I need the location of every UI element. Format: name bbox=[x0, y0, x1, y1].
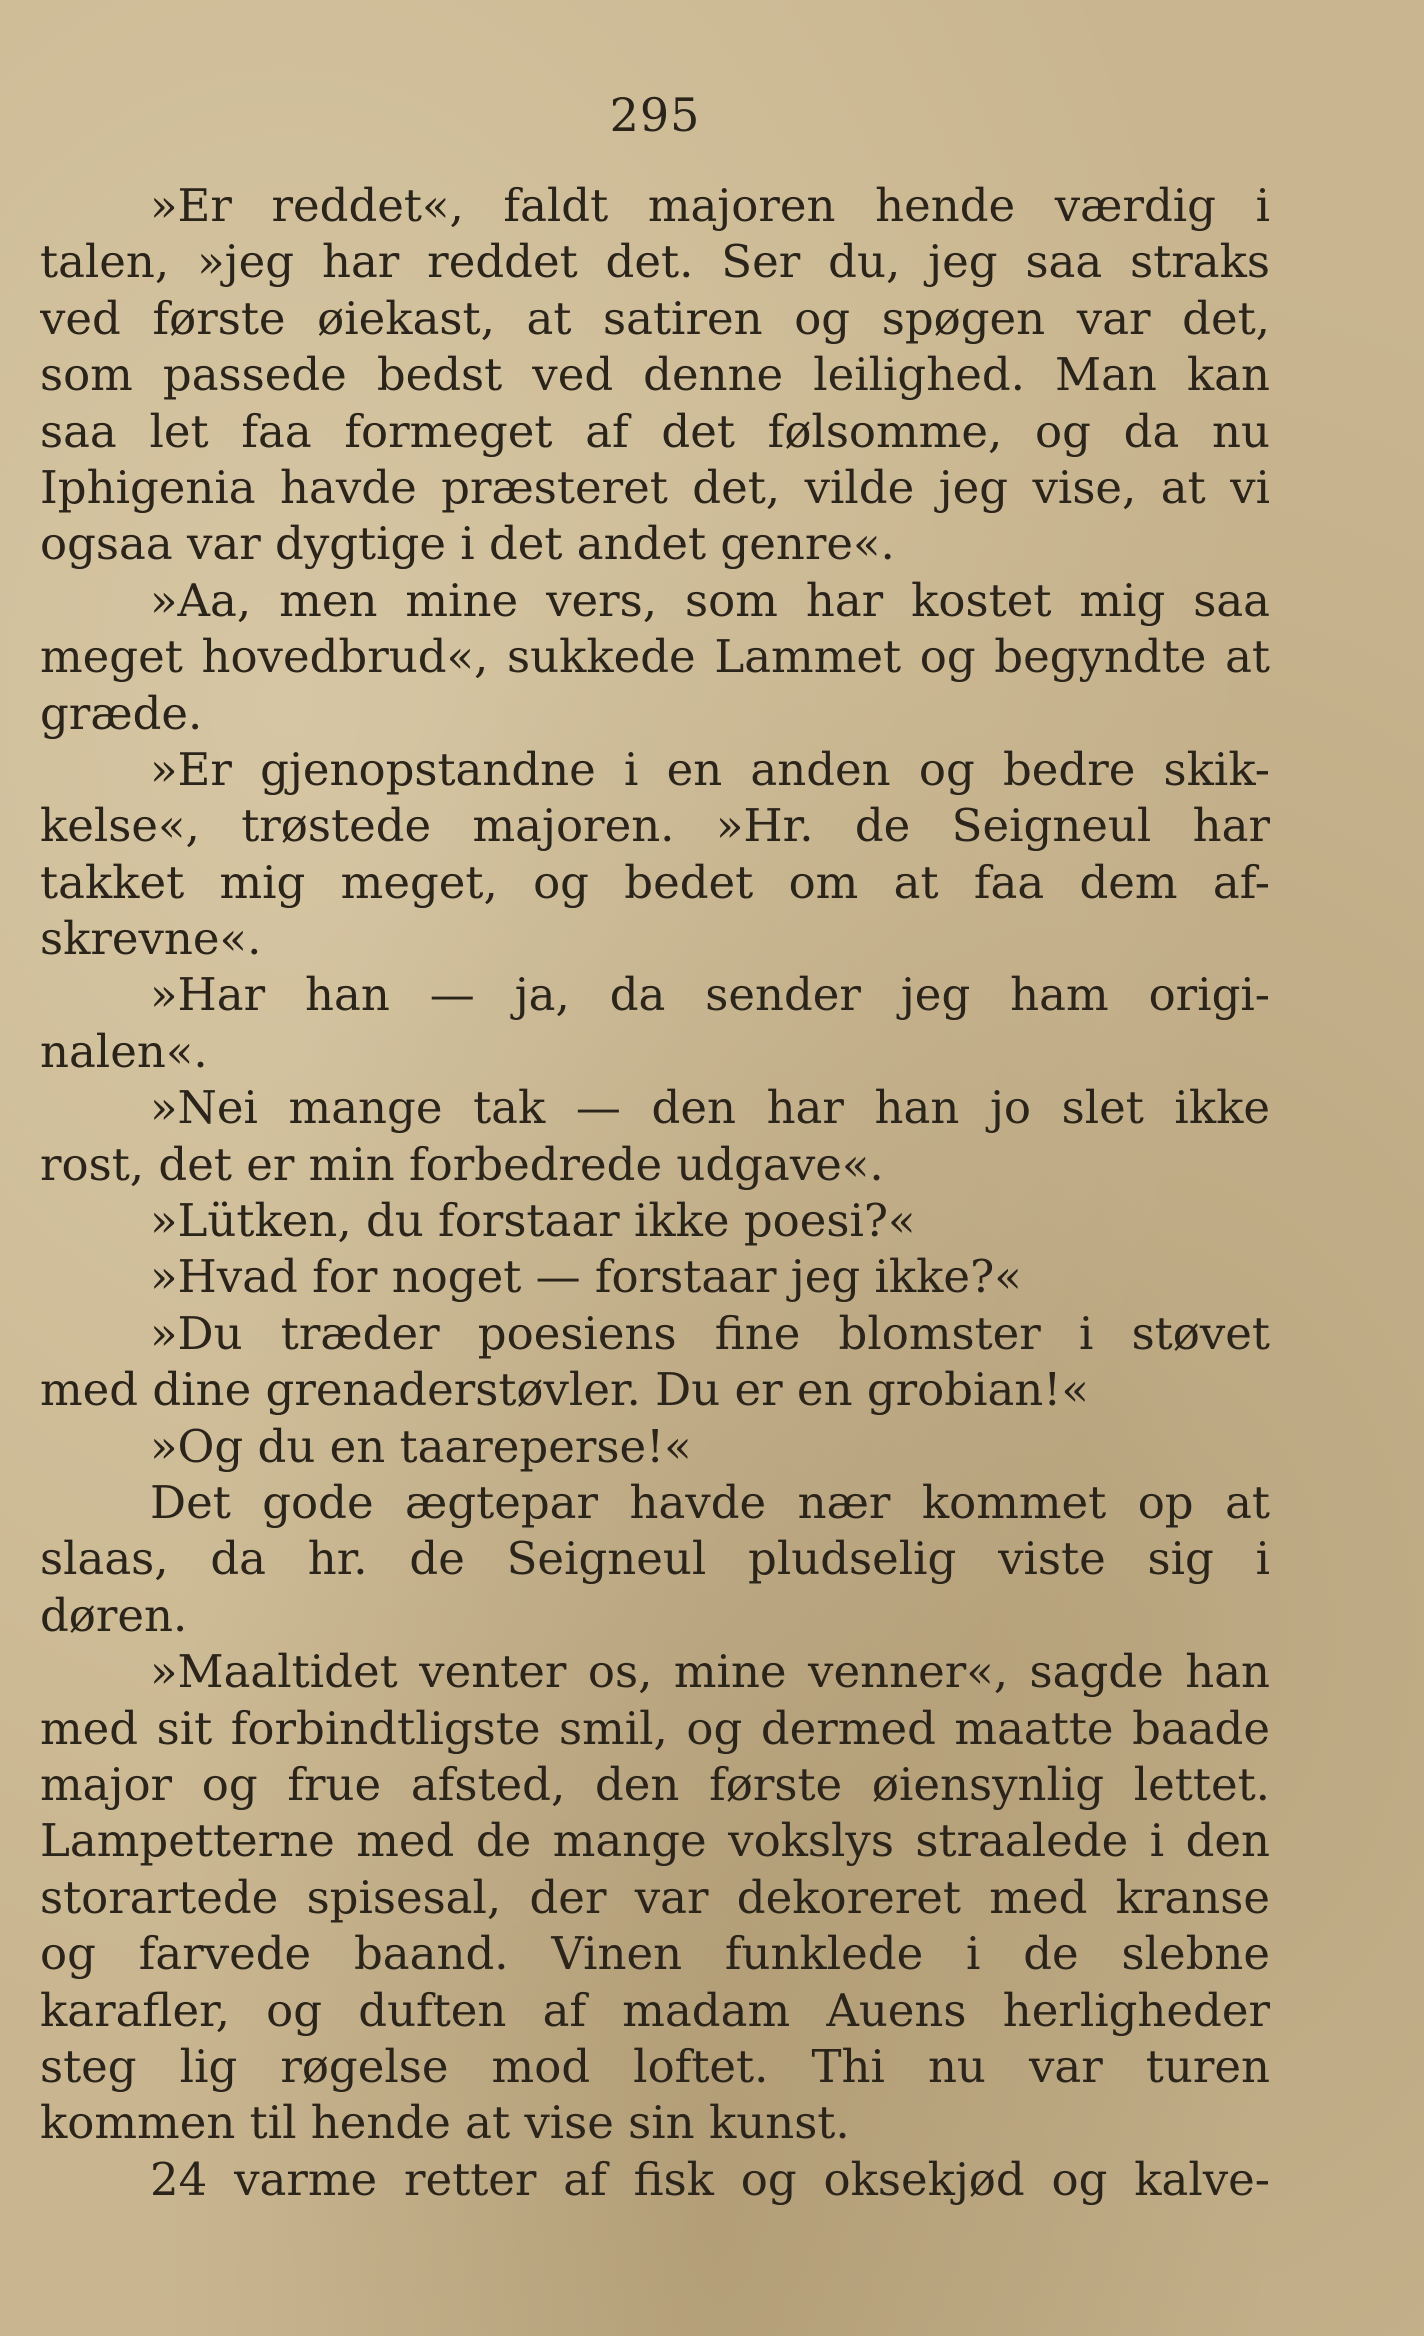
text-line: som passede bedst ved denne leilighed. Man kan bbox=[40, 348, 1270, 402]
page-number: 295 bbox=[609, 88, 701, 142]
text-line: karafler, og duften af madam Auens herligheder bbox=[40, 1983, 1270, 2037]
text-line: storartede spisesal, der var dekoreret med kranse bbox=[40, 1870, 1270, 1924]
text-line: ved første øiekast, at satiren og spøgen var det, bbox=[40, 291, 1270, 345]
text-line: slaas, da hr. de Seigneul pludselig viste sig i bbox=[40, 1532, 1270, 1586]
text-line: takket mig meget, og bedet om at faa dem af- bbox=[40, 855, 1270, 909]
text-line: rost, det er min forbedrede udgave«. bbox=[40, 1137, 884, 1191]
text-line: »Nei mange tak — den har han jo slet ikke bbox=[150, 1081, 1270, 1135]
text-line: med dine grenaderstøvler. Du er en grobian!« bbox=[40, 1363, 1089, 1417]
text-line: »Du træder poesiens fine blomster i støvet bbox=[150, 1306, 1270, 1360]
text-line: Iphigenia havde præsteret det, vilde jeg vise, at vi bbox=[40, 460, 1270, 514]
text-line: »Aa, men mine vers, som har kostet mig saa bbox=[150, 573, 1270, 627]
text-line: 24 varme retter af fisk og oksekjød og kalve- bbox=[150, 2152, 1270, 2206]
text-line: Det gode ægtepar havde nær kommet op at bbox=[150, 1475, 1270, 1529]
text-line: skrevne«. bbox=[40, 912, 262, 966]
text-line: kommen til hende at vise sin kunst. bbox=[40, 2096, 850, 2150]
text-line: nalen«. bbox=[40, 1024, 208, 1078]
text-line: »Maaltidet venter os, mine venner«, sagde han bbox=[150, 1645, 1270, 1699]
text-line: med sit forbindtligste smil, og dermed maatte baade bbox=[40, 1701, 1270, 1755]
text-line: Lampetterne med de mange vokslys straalede i den bbox=[40, 1814, 1270, 1868]
text-line: »Og du en taareperse!« bbox=[150, 1419, 692, 1473]
text-line: kelse«, trøstede majoren. »Hr. de Seigneul har bbox=[40, 799, 1270, 853]
text-line: »Har han — ja, da sender jeg ham origi- bbox=[150, 968, 1270, 1022]
text-line: »Hvad for noget — forstaar jeg ikke?« bbox=[150, 1250, 1022, 1304]
text-line: saa let faa formeget af det følsomme, og da nu bbox=[40, 404, 1270, 458]
text-line: døren. bbox=[40, 1588, 188, 1642]
text-line: meget hovedbrud«, sukkede Lammet og begyndte at bbox=[40, 630, 1270, 684]
text-line: major og frue afsted, den første øiensynlig lettet. bbox=[40, 1757, 1270, 1811]
text-line: talen, »jeg har reddet det. Ser du, jeg saa straks bbox=[40, 235, 1270, 289]
text-line: »Lütken, du forstaar ikke poesi?« bbox=[150, 1194, 916, 1248]
text-line: steg lig røgelse mod loftet. Thi nu var turen bbox=[40, 2039, 1270, 2093]
body-text bbox=[40, 178, 1270, 2208]
text-line: og farvede baand. Vinen funklede i de slebne bbox=[40, 1927, 1270, 1981]
text-line: »Er gjenopstandne i en anden og bedre skik- bbox=[150, 742, 1270, 796]
text-line: ogsaa var dygtige i det andet genre«. bbox=[40, 517, 895, 571]
text-line: græde. bbox=[40, 686, 203, 740]
text-line: »Er reddet«, faldt majoren hende værdig i bbox=[150, 179, 1270, 232]
